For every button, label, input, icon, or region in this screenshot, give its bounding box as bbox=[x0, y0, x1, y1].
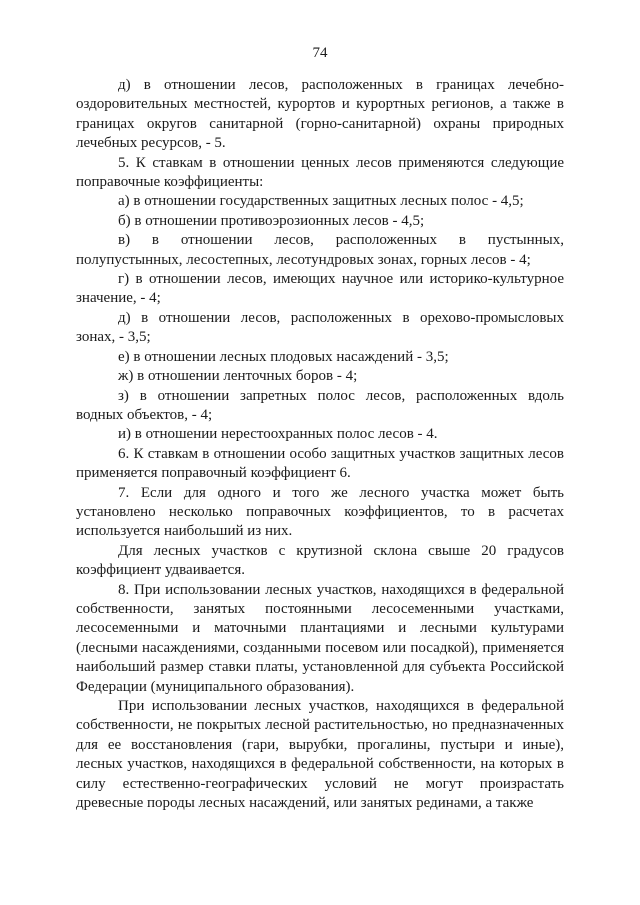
paragraph-slope-doubling: Для лесных участков с крутизной склона свыше 20 градусов коэффициент удваивается. bbox=[76, 542, 564, 579]
list-item-a: а) в отношении государственных защитных лесных полос - 4,5; bbox=[118, 193, 524, 210]
paragraph-d-resort-forests: д) в отношении лесов, расположенных в границах лечебно-оздоровительных местностей, курортов и курортных регионов, а также в границах округов санитарной (горно-санитарной) охраны природных лечебных ресурсов, - 5. bbox=[76, 77, 564, 152]
list-item-z: з) в отношении запретных полос лесов, расположенных вдоль водных объектов, - 4; bbox=[76, 387, 564, 423]
list-item-zh: ж) в отношении ленточных боров - 4; bbox=[118, 368, 358, 385]
list-item-b: б) в отношении противоэрозионных лесов - 4,5; bbox=[118, 212, 425, 229]
paragraph-federal-unforested-lands: При использовании лесных участков, находящихся в федеральной собственности, не покрытых лесной растительностью, но предназначенных для ее восстановления (гари, вырубки, прогалины, пустыри и иные), лесных участков, находящихся в федеральной собственности, на которых в силу естественно-географических условий не могут произрастать древесные породы лесных насаждений, или занятых рединами, а также bbox=[76, 698, 564, 812]
paragraph-6-protective-plots: 6. К ставкам в отношении особо защитных участков защитных лесов применяется поправочный коэффициент 6. bbox=[76, 445, 564, 482]
list-item-v: в) в отношении лесов, расположенных в пустынных, полупустынных, лесостепных, лесотундровых зонах, горных лесов - 4; bbox=[76, 232, 564, 268]
document-body bbox=[76, 76, 564, 813]
paragraph-8-federal-seed-plots: 8. При использовании лесных участков, находящихся в федеральной собственности, занятых постоянными лесосеменными участками, лесосеменными и маточными плантациями и лесными культурами (лесными насаждениями, созданными посевом или посадкой), применяется наибольший размер ставки платы, установленной для субъекта Российской Федерации (муниципального образования). bbox=[76, 581, 564, 695]
list-item-i: и) в отношении нерестоохранных полос лесов - 4. bbox=[118, 426, 438, 443]
paragraph-5-valuable-forests: 5. К ставкам в отношении ценных лесов применяются следующие поправочные коэффициенты: bbox=[76, 154, 564, 191]
paragraph-7-multiple-coefficients: 7. Если для одного и того же лесного участка может быть установлено несколько поправочных коэффициентов, то в расчетах используется наибольший из них. bbox=[76, 484, 564, 540]
page-number: 74 bbox=[312, 45, 328, 61]
list-item-d: д) в отношении лесов, расположенных в орехово-промысловых зонах, - 3,5; bbox=[76, 309, 564, 346]
list-item-g: г) в отношении лесов, имеющих научное или историко-культурное значение, - 4; bbox=[76, 271, 564, 307]
list-item-e: е) в отношении лесных плодовых насаждений - 3,5; bbox=[118, 348, 449, 365]
